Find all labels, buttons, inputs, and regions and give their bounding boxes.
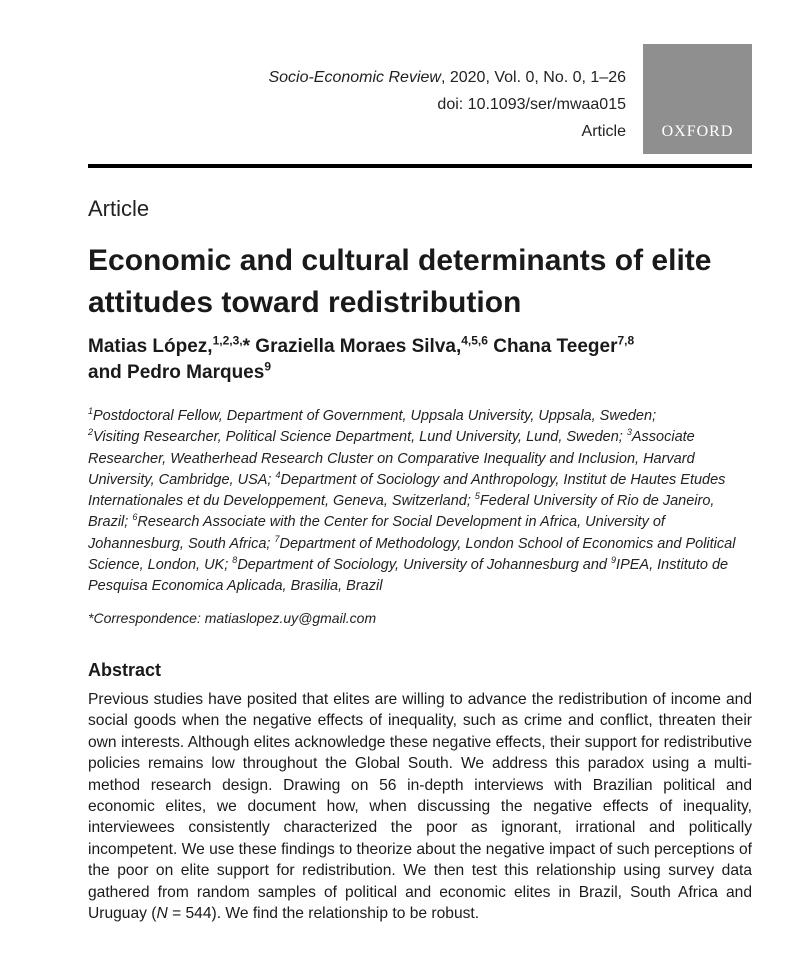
oxford-logo-text: OXFORD xyxy=(661,123,734,140)
journal-volume: , 2020, Vol. 0, No. 0, 1–26 xyxy=(440,69,626,86)
affiliations-block xyxy=(88,406,758,598)
affiliation-number: 3 xyxy=(626,427,632,438)
abstract-text: Previous studies have posited that elites are willing to advance the redistribution of income and social goods when the negative effects of inequality, such as crime and conflict, threaten their own interests. Although elites acknowledge these negative effects, their support for redistributive policies remains low throughout the Global South. We address this paradox using a multi-method research design. Drawing on 56 in-depth interviews with Brazilian political and economic elites, we document how, when discussing the negative effects of inequality, interviewees consistently characterized the poor as ignorant, irrational and politically incompetent. We use these findings to theorize about the negative impact of such perceptions of the poor on elite support for redistribution. We then test this relationship using survey data gathered from random samples of political and economic elites in Brazil, South Africa and Uruguay ( xyxy=(88,691,752,923)
affiliation-text: Department of Sociology and Anthropology, Institut de Hautes Etudes Internationales et du Developpement, Geneva, Switzerland; xyxy=(88,471,726,510)
affiliation-number: 1 xyxy=(88,406,94,417)
affiliation-number: 6 xyxy=(132,512,138,523)
journal-article-type: Article xyxy=(581,123,626,140)
author-affiliation-ref: 4,5,6 xyxy=(461,333,488,348)
correspondence-mark: * xyxy=(88,610,94,626)
affiliation-text: Federal University of Rio de Janeiro, Brazil; xyxy=(88,493,715,531)
sample-size-symbol: N xyxy=(156,905,168,923)
article-type-label: Article xyxy=(88,196,150,221)
author-affiliation-ref: 1,2,3, xyxy=(212,333,243,348)
affiliation-text: Postdoctoral Fellow, Department of Government, Uppsala University, Uppsala, Sweden; xyxy=(93,408,657,424)
affiliation-text: Visiting Researcher, Political Science Department, Lund University, Lund, Sweden; xyxy=(93,429,623,446)
affiliation-number: 9 xyxy=(611,555,617,566)
abstract-heading: Abstract xyxy=(88,660,162,680)
article-title: Economic and cultural determinants of elite attitudes toward redistribution xyxy=(88,244,712,319)
abstract-text-end: = 544). We find the relationship to be robust. xyxy=(167,905,480,923)
affiliation-text: Research Associate with the Center for Social Development in Africa, University of Johannesburg, South Africa; xyxy=(88,514,665,552)
author-affiliation-ref: 7,8 xyxy=(617,333,635,348)
correspondence-line xyxy=(88,610,376,626)
affiliation-number: 5 xyxy=(474,491,480,502)
affiliation-number: 7 xyxy=(274,533,280,544)
journal-citation xyxy=(268,64,626,91)
journal-name: Socio-Economic Review xyxy=(268,69,441,86)
abstract-body xyxy=(88,689,752,924)
affiliation-number: 4 xyxy=(275,470,281,481)
author-name[interactable]: Matias López, xyxy=(88,336,213,357)
journal-info xyxy=(268,64,626,145)
affiliation-text: Department of Methodology, London School of Economics and Political Science, London, UK; xyxy=(88,535,736,574)
author-name[interactable]: Graziella Moraes Silva, xyxy=(250,336,462,357)
author-name[interactable]: and Pedro Marques xyxy=(88,362,265,383)
author-name[interactable]: Chana Teeger xyxy=(487,336,618,357)
affiliation-number: 2 xyxy=(88,427,94,438)
oxford-logo xyxy=(643,44,752,154)
journal-doi[interactable]: doi: 10.1093/ser/mwaa015 xyxy=(437,96,626,113)
affiliation-text: Associate Researcher, Weatherhead Research Cluster on Comparative Inequality and Inclusion, Harvard University, Cambridge, USA; xyxy=(88,429,695,488)
corresponding-author-mark: * xyxy=(242,336,251,357)
affiliation-text: Department of Sociology, University of Johannesburg and xyxy=(237,557,607,574)
affiliation-text: IPEA, Instituto de Pesquisa Economica Aplicada, Brasilia, Brazil xyxy=(88,557,729,595)
correspondence-email[interactable]: Correspondence: matiaslopez.uy@gmail.com xyxy=(93,610,377,626)
affiliation-number: 8 xyxy=(232,555,238,566)
header-divider xyxy=(88,164,752,168)
author-list xyxy=(88,334,768,386)
author-affiliation-ref: 9 xyxy=(264,359,272,374)
